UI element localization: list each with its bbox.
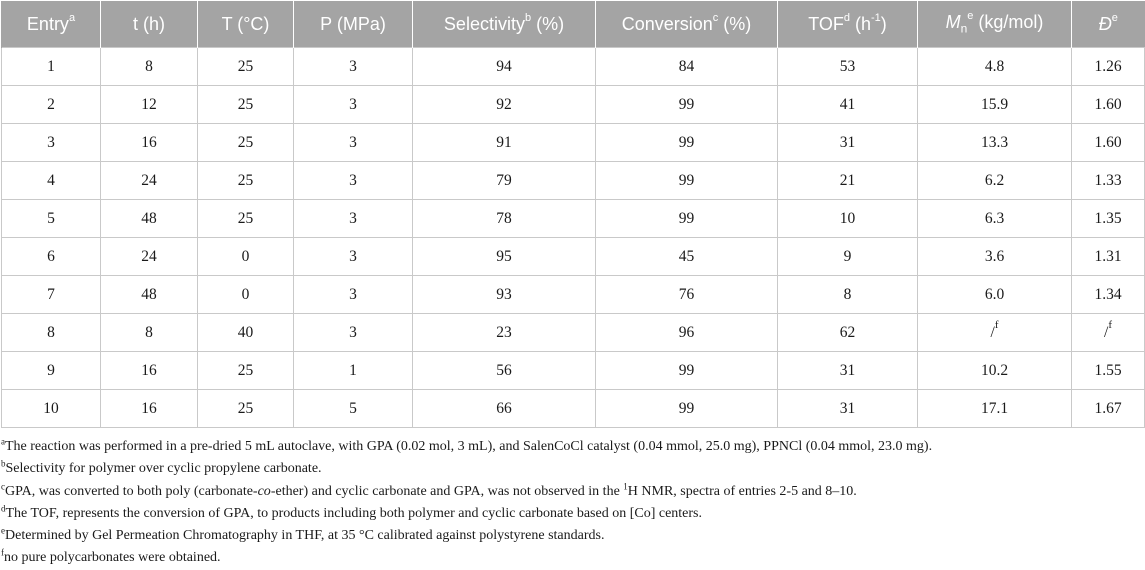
- cell-pressure: 3: [294, 48, 413, 86]
- cell-time: 16: [101, 352, 198, 390]
- cell-pressure: 1: [294, 352, 413, 390]
- cell-mn: 10.2: [918, 352, 1072, 390]
- cell-dispersity: 1.55: [1072, 352, 1145, 390]
- cell-dispersity: 1.31: [1072, 238, 1145, 276]
- table-header-row: [2, 1, 1145, 48]
- cell-dispersity: 1.33: [1072, 162, 1145, 200]
- header-pressure: P (MPa): [294, 1, 413, 48]
- cell-pressure: 3: [294, 200, 413, 238]
- cell-dispersity: /$^f$: [1072, 314, 1145, 352]
- table-row: [2, 352, 1145, 390]
- cell-temperature: 25: [198, 200, 294, 238]
- cell-mn: 13.3: [918, 124, 1072, 162]
- table-row: [2, 276, 1145, 314]
- cell-temperature: 25: [198, 124, 294, 162]
- table-row: [2, 200, 1145, 238]
- header-dispersity: $Đ^e$: [1072, 1, 1145, 48]
- cell-entry: 1: [2, 48, 101, 86]
- cell-conversion: 96: [596, 314, 778, 352]
- cell-conversion: 45: [596, 238, 778, 276]
- cell-selectivity: 92: [413, 86, 596, 124]
- cell-selectivity: 66: [413, 390, 596, 428]
- cell-entry: 6: [2, 238, 101, 276]
- cell-mn: 17.1: [918, 390, 1072, 428]
- cell-time: 8: [101, 48, 198, 86]
- footnote-b: $^b$Selectivity for polymer over cyclic propylene carbonate.: [1, 458, 322, 477]
- cell-time: 16: [101, 390, 198, 428]
- footnote-e: $^e$Determined by Gel Permeation Chromatography in THF, at 35 °C calibrated against polystyrene standards.: [1, 525, 605, 544]
- footnote-d: $^d$The TOF, represents the conversion of GPA, to products including both polymer and cyclic carbonate based on [Co] centers.: [1, 503, 703, 521]
- cell-dispersity: 1.26: [1072, 48, 1145, 86]
- cell-pressure: 3: [294, 276, 413, 314]
- results-table-container: [1, 1, 1144, 428]
- cell-conversion: 76: [596, 276, 778, 314]
- header-time: t (h): [101, 1, 198, 48]
- cell-conversion: 99: [596, 162, 778, 200]
- cell-temperature: 25: [198, 86, 294, 124]
- cell-tof: 31: [778, 390, 918, 428]
- cell-entry: 10: [2, 390, 101, 428]
- cell-temperature: 25: [198, 162, 294, 200]
- cell-dispersity: 1.60: [1072, 124, 1145, 162]
- table-body: [2, 48, 1145, 428]
- cell-temperature: 25: [198, 352, 294, 390]
- cell-dispersity: 1.34: [1072, 276, 1145, 314]
- cell-pressure: 5: [294, 390, 413, 428]
- header-conversion: Conversion$^c$ (%): [596, 1, 778, 48]
- cell-tof: 21: [778, 162, 918, 200]
- cell-entry: 7: [2, 276, 101, 314]
- cell-selectivity: 91: [413, 124, 596, 162]
- footnote-f: $^f$no pure polycarbonates were obtained.: [1, 547, 221, 566]
- cell-mn: 15.9: [918, 86, 1072, 124]
- cell-mn: /$^f$: [918, 314, 1072, 352]
- footnotes: [1, 436, 932, 570]
- cell-tof: 10: [778, 200, 918, 238]
- table-row: [2, 314, 1145, 352]
- table-row: [2, 48, 1145, 86]
- cell-time: 16: [101, 124, 198, 162]
- table-row: [2, 124, 1145, 162]
- cell-mn: 4.8: [918, 48, 1072, 86]
- cell-tof: 9: [778, 238, 918, 276]
- cell-time: 24: [101, 162, 198, 200]
- cell-conversion: 84: [596, 48, 778, 86]
- cell-temperature: 25: [198, 48, 294, 86]
- table-row: [2, 86, 1145, 124]
- cell-pressure: 3: [294, 314, 413, 352]
- cell-entry: 5: [2, 200, 101, 238]
- cell-mn: 6.0: [918, 276, 1072, 314]
- cell-time: 48: [101, 200, 198, 238]
- cell-pressure: 3: [294, 86, 413, 124]
- cell-tof: 62: [778, 314, 918, 352]
- header-selectivity: Selectivity$^b$ (%): [413, 1, 596, 48]
- cell-entry: 3: [2, 124, 101, 162]
- cell-selectivity: 78: [413, 200, 596, 238]
- cell-time: 48: [101, 276, 198, 314]
- cell-selectivity: 23: [413, 314, 596, 352]
- footnote-c: $^c$GPA, was converted to both poly (carbonate-co-ether) and cyclic carbonate and GPA, was not observed in the $^1$H NMR, spectra of entries 2-5 and 8–10.: [1, 480, 857, 499]
- table-row: [2, 238, 1145, 276]
- cell-mn: 3.6: [918, 238, 1072, 276]
- cell-entry: 8: [2, 314, 101, 352]
- cell-conversion: 99: [596, 352, 778, 390]
- cell-temperature: 0: [198, 238, 294, 276]
- cell-pressure: 3: [294, 124, 413, 162]
- cell-time: 24: [101, 238, 198, 276]
- header-entry: Entry$^a$: [2, 1, 101, 48]
- cell-conversion: 99: [596, 390, 778, 428]
- cell-conversion: 99: [596, 124, 778, 162]
- cell-selectivity: 94: [413, 48, 596, 86]
- cell-pressure: 3: [294, 162, 413, 200]
- cell-tof: 53: [778, 48, 918, 86]
- cell-entry: 4: [2, 162, 101, 200]
- cell-tof: 41: [778, 86, 918, 124]
- cell-dispersity: 1.35: [1072, 200, 1145, 238]
- cell-dispersity: 1.67: [1072, 390, 1145, 428]
- footnote-a: $^a$The reaction was performed in a pre-dried 5 mL autoclave, with GPA (0.02 mol, 3 mL), and SalenCoCl catalyst (0.04 mmol, 25.0 mg), PPNCl (0.04 mmol, 23.0 mg).: [1, 436, 933, 454]
- cell-tof: 31: [778, 124, 918, 162]
- cell-temperature: 25: [198, 390, 294, 428]
- cell-tof: 8: [778, 276, 918, 314]
- results-table: [1, 1, 1145, 428]
- cell-conversion: 99: [596, 200, 778, 238]
- cell-selectivity: 56: [413, 352, 596, 390]
- cell-mn: 6.2: [918, 162, 1072, 200]
- cell-time: 8: [101, 314, 198, 352]
- header-temperature: T (°C): [198, 1, 294, 48]
- cell-entry: 9: [2, 352, 101, 390]
- header-tof: TOF$^d$ $(h^{-1})$: [778, 1, 918, 48]
- cell-selectivity: 95: [413, 238, 596, 276]
- header-mn: $M_n^e$ (kg/mol): [918, 1, 1072, 48]
- cell-temperature: 0: [198, 276, 294, 314]
- cell-selectivity: 79: [413, 162, 596, 200]
- cell-dispersity: 1.60: [1072, 86, 1145, 124]
- cell-entry: 2: [2, 86, 101, 124]
- cell-mn: 6.3: [918, 200, 1072, 238]
- cell-time: 12: [101, 86, 198, 124]
- cell-pressure: 3: [294, 238, 413, 276]
- cell-temperature: 40: [198, 314, 294, 352]
- cell-tof: 31: [778, 352, 918, 390]
- table-row: [2, 162, 1145, 200]
- cell-selectivity: 93: [413, 276, 596, 314]
- cell-conversion: 99: [596, 86, 778, 124]
- table-row: [2, 390, 1145, 428]
